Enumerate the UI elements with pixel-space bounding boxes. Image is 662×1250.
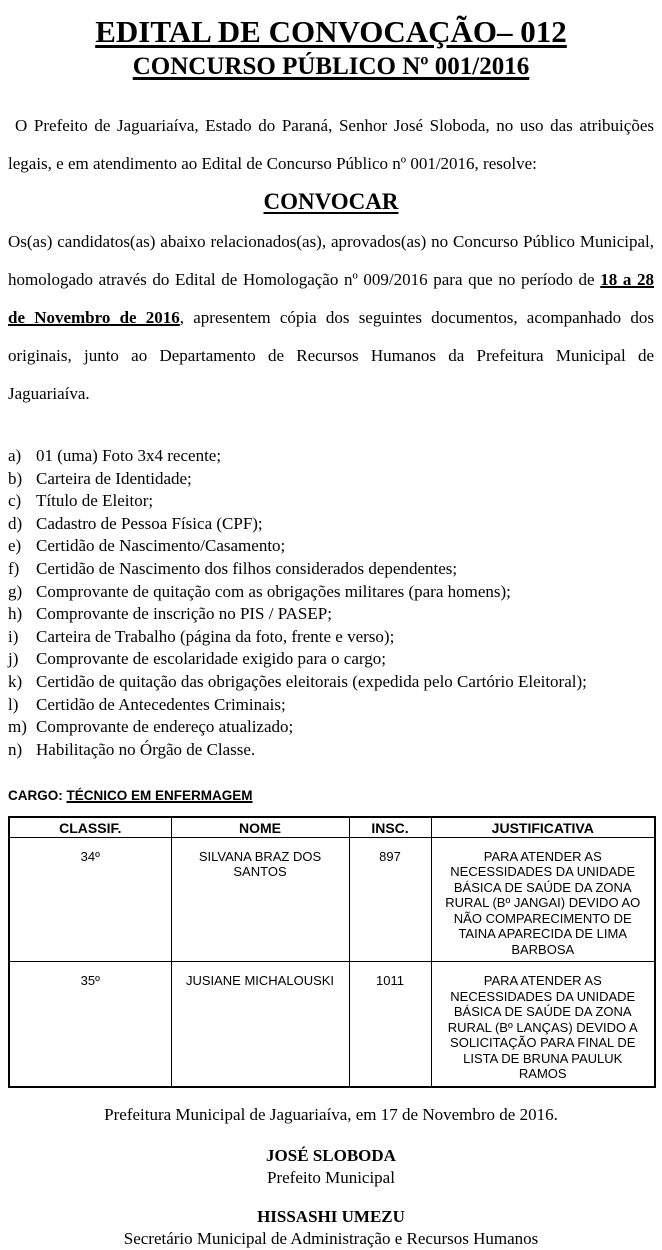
document-title	[8, 14, 654, 50]
list-item-letter: b)	[8, 468, 23, 488]
list-item	[8, 626, 654, 649]
list-item-letter: l)	[8, 694, 19, 714]
list-item-letter: c)	[8, 491, 22, 511]
list-item-letter: f)	[8, 558, 20, 578]
list-item-text: Carteira de Trabalho (página da foto, frente e verso);	[36, 626, 395, 646]
cell-justificativa: PARA ATENDER AS NECESSIDADES DA UNIDADE BÁSICA DE SAÚDE DA ZONA RURAL (Bº LANÇAS) DEVIDO A SOLICITAÇÃO PARA FINAL DE LISTA DE BRUNA PAULUK RAMOS	[431, 962, 655, 1087]
list-item-letter: h)	[8, 604, 23, 624]
list-item	[8, 648, 654, 671]
signature-name: JOSÉ SLOBODA	[266, 1145, 396, 1165]
list-item	[8, 513, 654, 536]
list-item-letter: i)	[8, 626, 19, 646]
column-header-nome: NOME	[171, 817, 349, 837]
convocar-heading-text: CONVOCAR	[263, 189, 399, 214]
candidates-table-header	[9, 817, 655, 837]
list-item	[8, 603, 654, 626]
list-item-text: 01 (uma) Foto 3x4 recente;	[36, 446, 222, 465]
list-item-text: Habilitação no Órgão de Classe.	[36, 739, 256, 759]
intro-paragraph: O Prefeito de Jaguariaíva, Estado do Paraná, Senhor José Sloboda, no uso das atribuições legais, e em atendimento ao Edital de Concurso Público nº 001/2016, resolve:	[8, 116, 654, 173]
list-item-letter: e)	[8, 536, 22, 556]
list-item-letter: m)	[8, 717, 27, 737]
list-item	[8, 490, 654, 513]
signature-role: Secretário Municipal de Administração e Recursos Humanos	[123, 1228, 539, 1248]
cell-nome: JUSIANE MICHALOUSKI	[171, 962, 349, 1087]
signature-block-mayor	[8, 1145, 654, 1189]
list-item	[8, 468, 654, 491]
list-item-text: Certidão de Antecedentes Criminais;	[36, 694, 286, 714]
cell-insc: 897	[349, 837, 431, 962]
document-list	[8, 445, 654, 761]
column-header-insc: INSC.	[349, 817, 431, 837]
cell-nome: SILVANA BRAZ DOS SANTOS	[171, 837, 349, 962]
body-paragraph-end: , apresentem cópia dos seguintes documentos, acompanhado dos originais, junto ao Departamento de Recursos Humanos da Prefeitura Municipal de Jaguariaíva.	[8, 308, 654, 403]
candidates-table	[8, 816, 656, 1088]
list-item-text: Certidão de Nascimento/Casamento;	[36, 536, 286, 556]
list-item	[8, 558, 654, 581]
convocar-heading	[8, 189, 654, 215]
list-item-text: Cadastro de Pessoa Física (CPF);	[36, 513, 263, 533]
document-subtitle	[8, 53, 654, 81]
document-title-text: EDITAL DE CONVOCAÇÃO– 012	[95, 14, 567, 49]
table-row	[9, 837, 655, 962]
list-item	[8, 716, 654, 739]
list-item-text: Carteira de Identidade;	[36, 468, 192, 488]
cargo-label: CARGO:	[8, 788, 67, 804]
list-item-letter: n)	[8, 739, 23, 759]
cargo-line	[8, 788, 654, 803]
cell-classif: 34º	[9, 837, 171, 962]
cell-justificativa: PARA ATENDER AS NECESSIDADES DA UNIDADE BÁSICA DE SAÚDE DA ZONA RURAL (Bº JANGAI) DEVIDO AO NÃO COMPARECIMENTO DE TAINA APARECIDA DE LIMA BARBOSA	[431, 837, 655, 962]
list-item-text: Comprovante de endereço atualizado;	[36, 717, 294, 737]
column-header-classif: CLASSIF.	[9, 817, 171, 837]
column-header-justificativa: JUSTIFICATIVA	[431, 817, 655, 837]
list-item-text: Certidão de quitação das obrigações eleitorais (expedida pelo Cartório Eleitoral);	[36, 671, 587, 691]
cell-classif: 35º	[9, 962, 171, 1087]
dateline: Prefeitura Municipal de Jaguariaíva, em 17 de Novembro de 2016.	[104, 1104, 558, 1124]
list-item-text: Título de Eleitor;	[36, 491, 154, 511]
list-item	[8, 739, 654, 762]
list-item-letter: k)	[8, 671, 23, 691]
cell-insc: 1011	[349, 962, 431, 1087]
list-item	[8, 694, 654, 717]
list-item	[8, 581, 654, 604]
list-item-letter: j)	[8, 649, 19, 669]
body-paragraph	[8, 223, 654, 413]
list-item-text: Comprovante de quitação com as obrigações militares (para homens);	[36, 581, 511, 601]
list-item-text: Certidão de Nascimento dos filhos considerados dependentes;	[36, 558, 458, 578]
list-item-text: Comprovante de escolaridade exigido para o cargo;	[36, 649, 386, 669]
list-item-text: Comprovante de inscrição no PIS / PASEP;	[36, 604, 332, 624]
list-item	[8, 535, 654, 558]
list-item-letter: d)	[8, 513, 23, 533]
header-row	[9, 817, 655, 837]
list-item	[8, 445, 654, 468]
signature-role: Prefeito Municipal	[267, 1167, 395, 1187]
candidates-table-body	[9, 837, 655, 1087]
list-item	[8, 671, 654, 694]
list-item-letter: a)	[8, 446, 22, 465]
list-item-letter: g)	[8, 581, 23, 601]
signature-name: HISSASHI UMEZU	[257, 1206, 405, 1226]
signature-block-secretary	[8, 1206, 654, 1250]
cargo-value: TÉCNICO EM ENFERMAGEM	[66, 788, 253, 804]
deadline-highlight: 18 a 28 de Novembro de 2016	[8, 270, 654, 327]
body-paragraph-start: Os(as) candidatos(as) abaixo relacionados(as), aprovados(as) no Concurso Público Municipal, homologado através do Edital de Homologação nº 009/2016 para que no período de	[8, 232, 654, 289]
table-row	[9, 962, 655, 1087]
document-subtitle-text: CONCURSO PÚBLICO Nº 001/2016	[132, 53, 530, 80]
